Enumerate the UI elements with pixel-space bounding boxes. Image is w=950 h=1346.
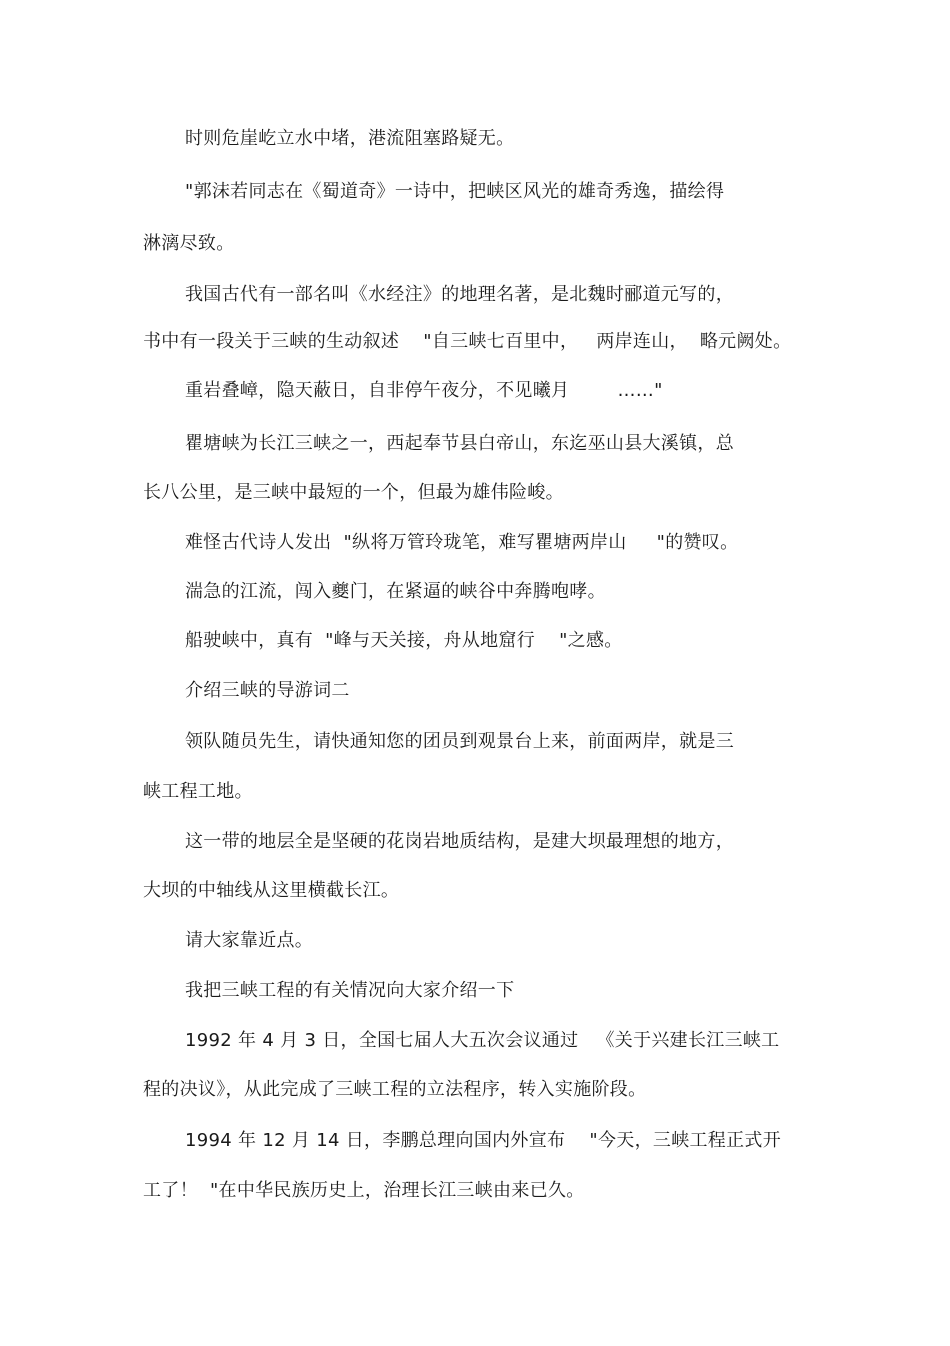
- text-line: 我把三峡工程的有关情况向大家介绍一下: [185, 980, 515, 1001]
- text-line: 淋漓尽致。: [143, 233, 235, 254]
- text-line: 程的决议》，从此完成了三峡工程的立法程序，转入实施阶段。: [143, 1079, 647, 1100]
- text-line: 时则危崖屹立水中堵，港流阻塞路疑无。: [185, 128, 515, 149]
- text-line: 重岩叠嶂，隐天蔽日，自非停午夜分，不见曦月 ……": [185, 380, 663, 401]
- text-line: 瞿塘峡为长江三峡之一，西起奉节县白帝山，东迄巫山县大溪镇，总: [185, 433, 734, 454]
- text-line: 书中有一段关于三峡的生动叙述 "自三峡七百里中， 两岸连山， 略元阙处。: [143, 331, 792, 352]
- section-heading: 介绍三峡的导游词二: [185, 680, 350, 701]
- text-line: 我国古代有一部名叫《水经注》的地理名著，是北魏时郦道元写的，: [185, 284, 734, 305]
- text-line: 1994 年 12 月 14 日，李鹏总理向国内外宣布 "今天，三峡工程正式开: [185, 1130, 781, 1151]
- text-line: 请大家靠近点。: [185, 930, 314, 951]
- text-line: 领队随员先生，请快通知您的团员到观景台上来，前面两岸，就是三: [185, 731, 734, 752]
- text-line: 湍急的江流，闯入夔门，在紧逼的峡谷中奔腾咆哮。: [185, 581, 606, 602]
- text-line: 工了！ "在中华民族历史上，治理长江三峡由来已久。: [143, 1180, 585, 1201]
- text-line: 峡工程工地。: [143, 781, 253, 802]
- text-line: 难怪古代诗人发出 "纵将万管玲珑笔，难写瞿塘两岸山 "的赞叹。: [185, 532, 739, 553]
- text-line: 这一带的地层全是坚硬的花岗岩地质结构，是建大坝最理想的地方，: [185, 831, 734, 852]
- text-line: 长八公里，是三峡中最短的一个，但最为雄伟险峻。: [143, 482, 564, 503]
- text-line: "郭沫若同志在《蜀道奇》一诗中，把峡区风光的雄奇秀逸，描绘得: [185, 181, 725, 202]
- text-line: 船驶峡中，真有 "峰与天关接，舟从地窟行 "之感。: [185, 630, 623, 651]
- text-line: 大坝的中轴线从这里横截长江。: [143, 880, 400, 901]
- text-line: 1992 年 4 月 3 日，全国七届人大五次会议通过 《关于兴建长江三峡工: [185, 1030, 780, 1051]
